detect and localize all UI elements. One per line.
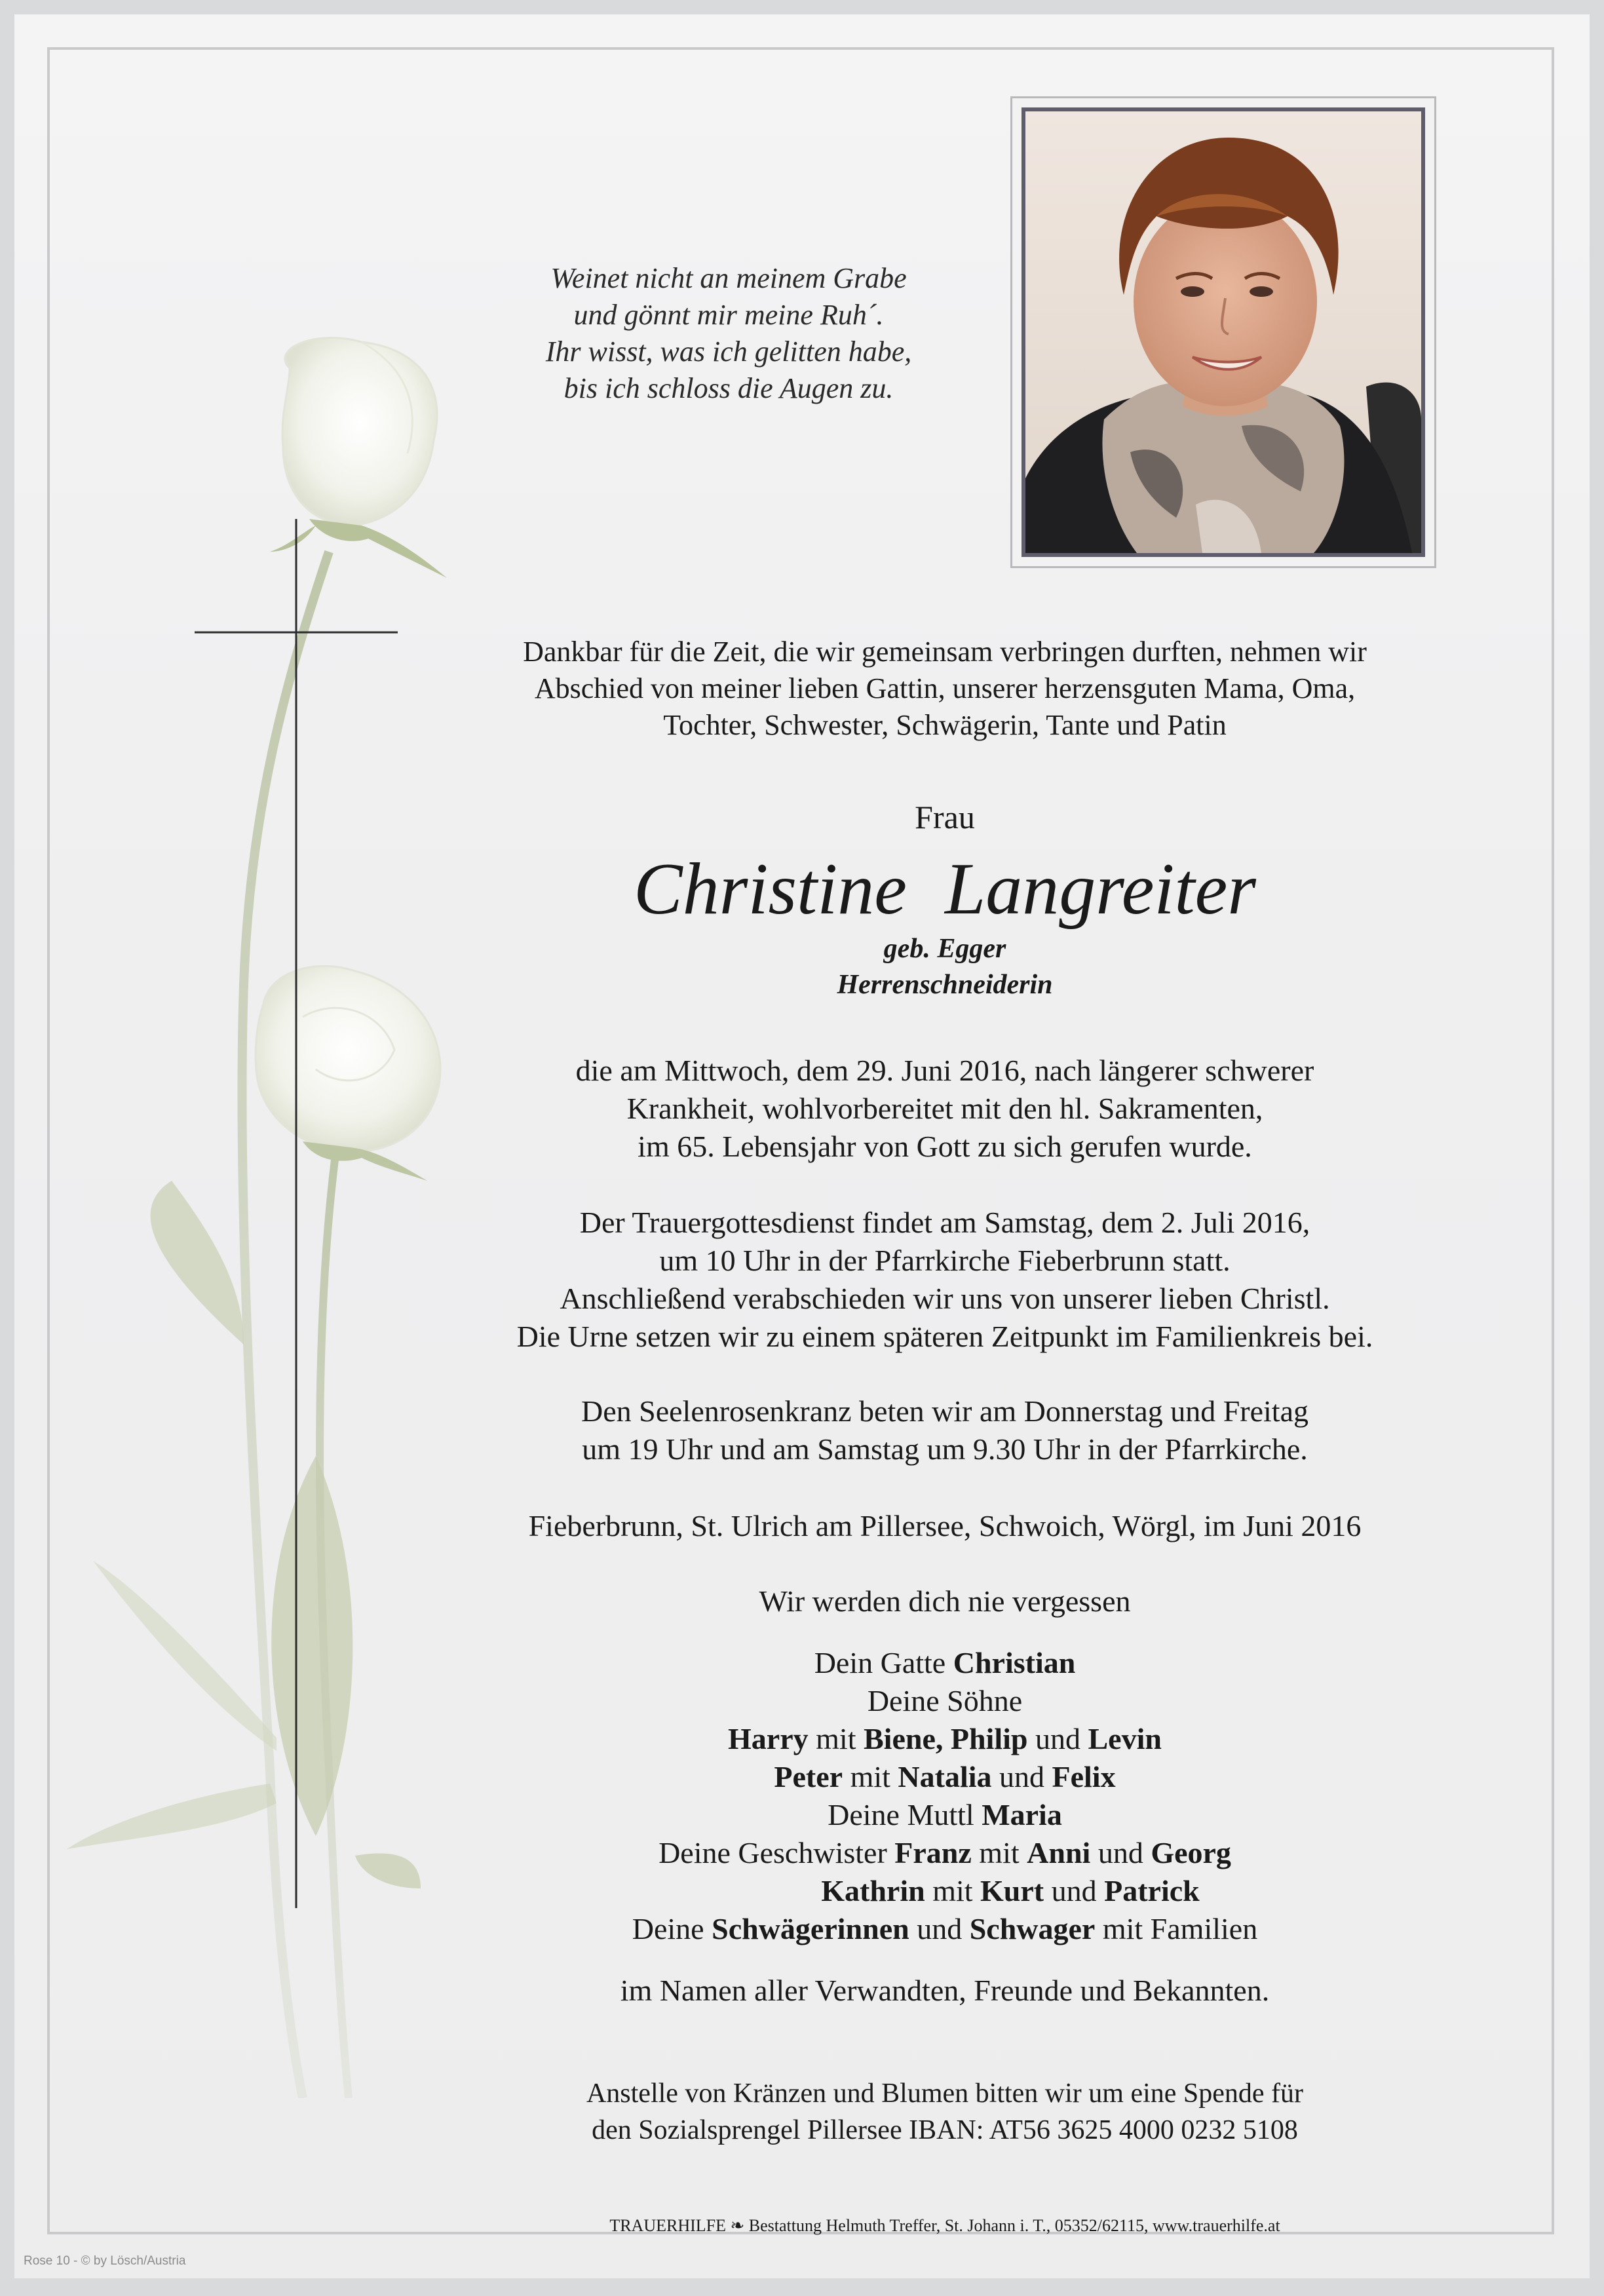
intro-line: Dankbar für die Zeit, die wir gemeinsam verbringen durften, nehmen wir xyxy=(523,636,1367,668)
family-line: Deine Muttl Maria xyxy=(828,1798,1062,1831)
relatives-line: im Namen aller Verwandten, Freunde und Bekannten. xyxy=(620,1974,1270,2007)
death-notice-line: im 65. Lebensjahr von Gott zu sich gerufen wurde. xyxy=(638,1130,1252,1163)
leaf xyxy=(93,1561,277,1751)
service-line: Der Trauergottesdienst findet am Samstag, dem 2. Juli 2016, xyxy=(579,1206,1310,1239)
death-notice-line: die am Mittwoch, dem 29. Juni 2016, nach längerer schwerer xyxy=(575,1054,1314,1087)
portrait-photo-icon xyxy=(1025,111,1421,553)
white-rose-lower xyxy=(256,966,440,1181)
poem-line: Weinet nicht an meinem Grabe xyxy=(550,262,907,294)
family-line: Deine Schwägerinnen und Schwager mit Familien xyxy=(632,1912,1258,1945)
portrait-photo xyxy=(1022,107,1425,557)
image-credit: Rose 10 - © by Lösch/Austria xyxy=(24,2254,186,2268)
death-notice xyxy=(434,1052,1456,1166)
portrait-frame xyxy=(1010,96,1436,568)
family-list xyxy=(434,1644,1456,1948)
salutation: Frau xyxy=(915,799,975,835)
family-line: Dein Gatte Christian xyxy=(814,1646,1076,1679)
rosary-info xyxy=(434,1392,1456,1468)
leaf xyxy=(271,1456,353,1836)
service-info xyxy=(434,1204,1456,1356)
leaf xyxy=(151,1181,244,1345)
poem-line: und gönnt mir meine Ruh´. xyxy=(573,299,884,331)
deceased-name: Christine Langreiter xyxy=(634,849,1256,930)
family-line: Deine Söhne xyxy=(867,1684,1023,1717)
death-notice-line: Krankheit, wohlvorbereitet mit den hl. Sakramenten, xyxy=(626,1092,1263,1125)
farewell-line: Wir werden dich nie vergessen xyxy=(759,1584,1131,1618)
leaf xyxy=(355,1854,421,1888)
rose-stem xyxy=(242,552,329,2098)
service-line: Die Urne setzen wir zu einem späteren Zeitpunkt im Familienkreis bei. xyxy=(516,1320,1373,1353)
places-date: Fieberbrunn, St. Ulrich am Pillersee, Schwoich, Wörgl, im Juni 2016 xyxy=(528,1509,1362,1542)
donation-line: den Sozialsprengel Pillersee IBAN: AT56 3625 4000 0232 5108 xyxy=(592,2115,1298,2145)
service-line: um 10 Uhr in der Pfarrkirche Fieberbrunn statt. xyxy=(659,1244,1231,1277)
obituary-sheet xyxy=(14,14,1590,2278)
leaf-logo-icon: ❧ xyxy=(730,2216,745,2235)
rosary-line: Den Seelenrosenkranz beten wir am Donnerstag und Freitag xyxy=(581,1394,1309,1428)
intro-text xyxy=(434,634,1456,744)
donation-request xyxy=(434,2075,1456,2149)
rosary-line: um 19 Uhr und am Samstag um 9.30 Uhr in der Pfarrkirche. xyxy=(582,1432,1308,1466)
poem-line: bis ich schloss die Augen zu. xyxy=(563,372,894,404)
donation-line: Anstelle von Kränzen und Blumen bitten wir um eine Spende für xyxy=(586,2078,1304,2109)
birth-name: geb. Egger xyxy=(883,934,1006,964)
service-line: Anschließend verabschieden wir uns von unserer lieben Christl. xyxy=(560,1282,1330,1315)
intro-line: Abschied von meiner lieben Gattin, unserer herzensguten Mama, Oma, xyxy=(534,672,1356,704)
footer-contact: Bestattung Helmuth Treffer, St. Johann i. T., 05352/62115, www.trauerhilfe.at xyxy=(748,2216,1280,2235)
family-line: Deine Geschwister Franz mit Anni und Georg xyxy=(659,1836,1231,1869)
intro-line: Tochter, Schwester, Schwägerin, Tante und Patin xyxy=(663,709,1227,741)
poem xyxy=(460,260,997,407)
family-line: Harry mit Biene, Philip und Levin xyxy=(728,1722,1162,1755)
family-line: Peter mit Natalia und Felix xyxy=(774,1760,1116,1793)
occupation: Herrenschneiderin xyxy=(837,970,1053,1000)
poem-line: Ihr wisst, was ich gelitten habe, xyxy=(545,335,912,368)
footer-brand: TRAUERHILFE xyxy=(609,2216,726,2235)
footer xyxy=(434,2215,1456,2237)
leaf xyxy=(67,1784,277,1849)
rose-cross-decoration xyxy=(54,329,473,2098)
family-line: Kathrin mit Kurt und Patrick xyxy=(821,1874,1200,1907)
